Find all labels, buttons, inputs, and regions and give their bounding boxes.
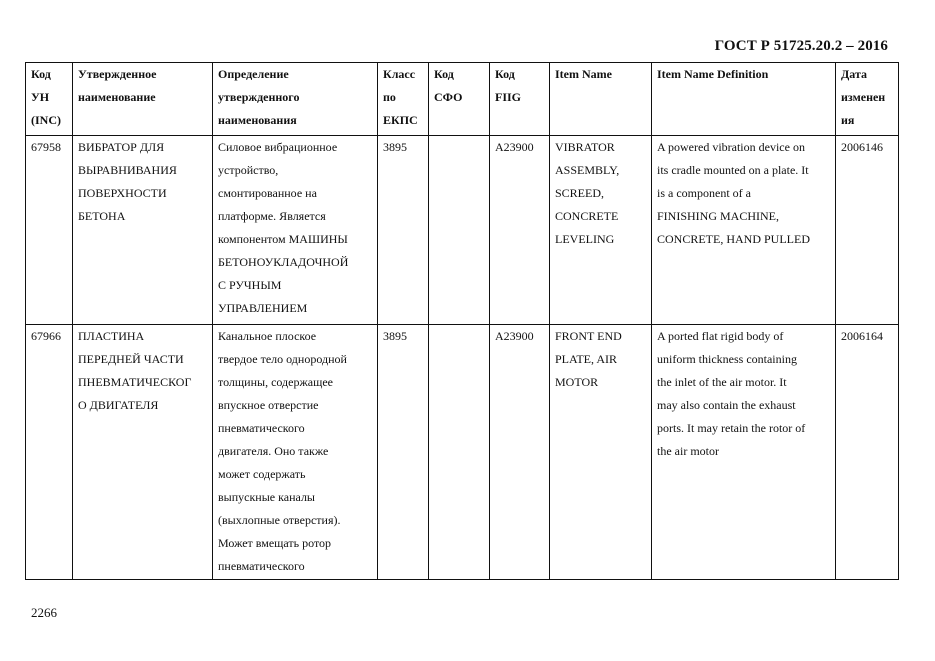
cell-approved-name: ВИБРАТОР ДЛЯ ВЫРАВНИВАНИЯ ПОВЕРХНОСТИ БЕТОНА bbox=[73, 136, 213, 325]
cell-item-name-definition: A powered vibration device on its cradle mounted on a plate. It is a component of a FINISHING MACHINE, CONCRETE, HAND PULLED bbox=[652, 136, 836, 325]
cell-fiig-code: A23900 bbox=[490, 325, 550, 580]
cell-definition-ru: Силовое вибрационное устройство, смонтированное на платформе. Является компонентом МАШИНЫ БЕТОНОУКЛАДОЧНОЙ С РУЧНЫМ УПРАВЛЕНИЕМ bbox=[213, 136, 378, 325]
table-row bbox=[26, 136, 899, 325]
cell-inc: 67966 bbox=[26, 325, 73, 580]
cell-approved-name: ПЛАСТИНА ПЕРЕДНЕЙ ЧАСТИ ПНЕВМАТИЧЕСКОГ О ДВИГАТЕЛЯ bbox=[73, 325, 213, 580]
cell-item-name-definition: A ported flat rigid body of uniform thickness containing the inlet of the air motor. It may also contain the exhaust ports. It may retain the rotor of the air motor bbox=[652, 325, 836, 580]
item-catalog-table bbox=[25, 62, 899, 580]
header-change-date: Дата изменен ия bbox=[836, 63, 899, 136]
header-item-name: Item Name bbox=[550, 63, 652, 136]
cell-item-name: VIBRATOR ASSEMBLY, SCREED, CONCRETE LEVELING bbox=[550, 136, 652, 325]
header-sfo-code: Код СФО bbox=[429, 63, 490, 136]
table-row bbox=[26, 325, 899, 580]
cell-fiig-code: A23900 bbox=[490, 136, 550, 325]
cell-sfo-code bbox=[429, 136, 490, 325]
header-definition: Определение утвержденного наименования bbox=[213, 63, 378, 136]
page-number: 2266 bbox=[31, 605, 57, 620]
header-item-name-definition: Item Name Definition bbox=[652, 63, 836, 136]
cell-change-date: 2006146 bbox=[836, 136, 899, 325]
cell-sfo-code bbox=[429, 325, 490, 580]
header-fiig-code: Код FIIG bbox=[490, 63, 550, 136]
cell-change-date: 2006164 bbox=[836, 325, 899, 580]
cell-class-ekps: 3895 bbox=[378, 325, 429, 580]
cell-item-name: FRONT END PLATE, AIR MOTOR bbox=[550, 325, 652, 580]
header-approved-name: Утвержденное наименование bbox=[73, 63, 213, 136]
cell-class-ekps: 3895 bbox=[378, 136, 429, 325]
header-class-ekps: Класс по ЕКПС bbox=[378, 63, 429, 136]
header-inc: Код УН (INC) bbox=[26, 63, 73, 136]
header-row bbox=[26, 63, 899, 136]
cell-definition-ru: Канальное плоское твердое тело однородной толщины, содержащее впускное отверстие пневматического двигателя. Оно также может содержать выпускные каналы (выхлопные отверстия). Может вмещать ротор пневматического bbox=[213, 325, 378, 580]
cell-inc: 67958 bbox=[26, 136, 73, 325]
standard-designation: ГОСТ Р 51725.20.2 – 2016 bbox=[714, 38, 888, 54]
